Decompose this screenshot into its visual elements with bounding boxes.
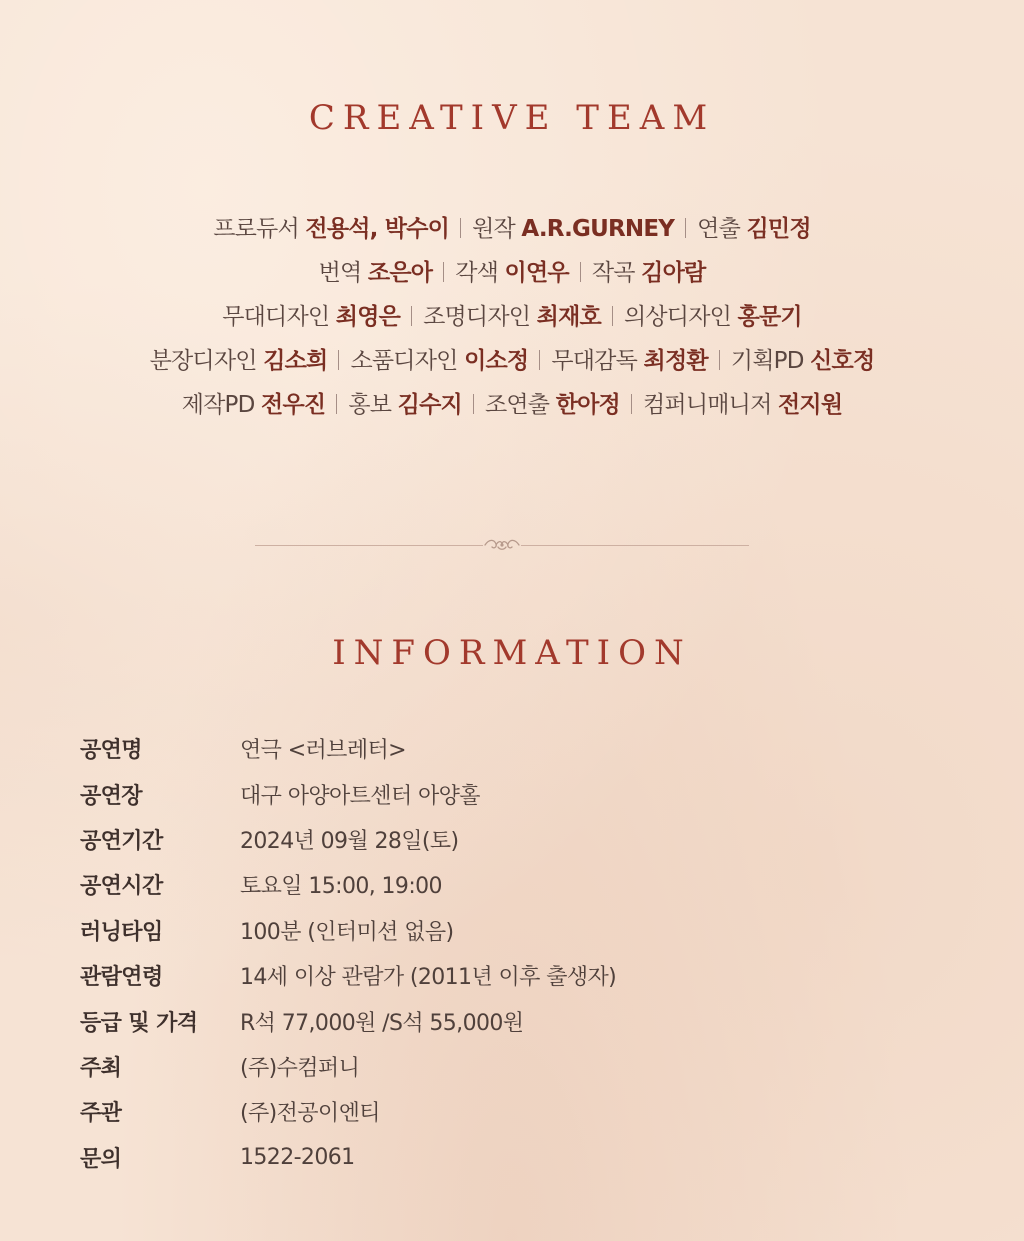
credit-item [485,392,620,418]
info-label: 문의 [80,1146,122,1172]
creative-team-title: CREATIVE TEAM [308,98,716,138]
credit-role: 컴퍼니매니저 [642,392,772,418]
info-label: 주관 [80,1101,122,1127]
information-title: INFORMATION [332,633,692,673]
credit-line [0,207,1024,251]
info-label: 공연시간 [80,874,163,900]
credit-item [472,216,674,242]
credit-item [213,216,449,242]
credit-role: 프로듀서 [213,216,299,242]
credit-role: 무대감독 [551,348,638,374]
credit-role: 소품디자인 [350,348,458,374]
info-row [80,862,960,907]
credit-role: 조명디자인 [423,304,531,330]
credit-line [0,383,1024,427]
credits-block [0,207,1024,427]
credit-names: 김소희 [263,348,328,374]
separator [411,306,412,326]
separator [443,262,444,282]
credit-role: 제작PD [181,392,255,418]
credit-names: 이연우 [504,260,569,286]
separator [612,306,613,326]
info-value: 연극 <러브레터> [240,738,406,764]
info-label: 등급 및 가격 [80,1010,198,1036]
flourish-ornament-icon [483,535,521,555]
credit-names: 이소정 [464,348,529,374]
section-divider [255,535,749,555]
credit-role: 각색 [455,260,499,286]
credit-role: 원작 [472,216,515,242]
credit-names: 신호정 [810,348,875,374]
credit-item [643,392,842,418]
credit-item [319,260,433,286]
info-value: 100분 (인터미션 없음) [240,919,454,945]
separator [336,394,337,414]
separator [338,350,339,370]
separator [631,394,632,414]
credit-names: 전지원 [778,392,843,418]
credit-names: 홍문기 [737,304,802,330]
credit-role: 조연출 [484,392,550,418]
info-value: 14세 이상 관람가 (2011년 이후 출생자) [240,965,617,991]
info-value: 토요일 15:00, 19:00 [240,874,442,900]
credit-names: 김민정 [746,216,811,242]
credit-role: 홍보 [348,392,392,418]
credit-line [0,251,1024,295]
info-value: R석 77,000원 /S석 55,000원 [240,1010,524,1036]
separator [719,350,720,370]
credit-item [592,260,706,286]
credit-item [348,392,462,418]
credit-item [551,348,707,374]
info-row [80,1089,960,1134]
info-row [80,1044,960,1089]
credit-role: 번역 [318,260,362,286]
information-table [80,726,960,1180]
credit-role: 분장디자인 [149,348,257,374]
info-value: 2024년 09월 28일(토) [240,828,459,854]
credit-item [624,304,802,330]
separator [685,218,686,238]
info-label: 관람연령 [80,965,163,991]
credit-names: 전용석, 박수이 [305,216,450,242]
info-row [80,953,960,998]
credit-item [182,392,326,418]
credit-names: 김수지 [397,392,462,418]
divider-rule-left [255,545,483,546]
credit-role: 연출 [697,216,740,242]
credit-role: 무대디자인 [222,304,330,330]
credit-names: 최정환 [643,348,708,374]
info-value: (주)전공이엔티 [240,1101,380,1127]
info-row [80,726,960,771]
credit-item [697,216,811,242]
info-value: 1522-2061 [240,1144,355,1170]
credit-names: 김아람 [641,260,706,286]
credit-names: 최재호 [536,304,601,330]
info-label: 공연기간 [80,828,163,854]
info-value: (주)수컴퍼니 [240,1055,360,1081]
info-label: 러닝타임 [80,919,163,945]
credit-item [350,348,528,374]
credit-item [455,260,569,286]
info-value: 대구 아양아트센터 아양홀 [240,783,480,809]
credit-item [222,304,400,330]
separator [539,350,540,370]
credit-role: 작곡 [591,260,635,286]
info-row [80,771,960,816]
separator [460,218,461,238]
credit-item [423,304,601,330]
credit-names: 전우진 [261,392,326,418]
info-row [80,998,960,1043]
info-label: 공연장 [80,783,142,809]
divider-rule-right [521,545,749,546]
credit-item [150,348,328,374]
credit-role: 기획PD [730,348,804,374]
credit-names: 최영은 [335,304,401,330]
credit-names: A.R.GURNEY [521,216,675,242]
credit-names: 조은아 [367,260,433,286]
info-row [80,1135,960,1180]
info-row [80,817,960,862]
info-label: 주최 [80,1055,122,1081]
credit-line [0,339,1024,383]
separator [473,394,474,414]
credit-item [731,348,875,374]
info-row [80,908,960,953]
info-label: 공연명 [80,738,142,764]
credit-names: 한아정 [555,392,620,418]
separator [580,262,581,282]
credit-role: 의상디자인 [623,304,732,330]
credit-line [0,295,1024,339]
